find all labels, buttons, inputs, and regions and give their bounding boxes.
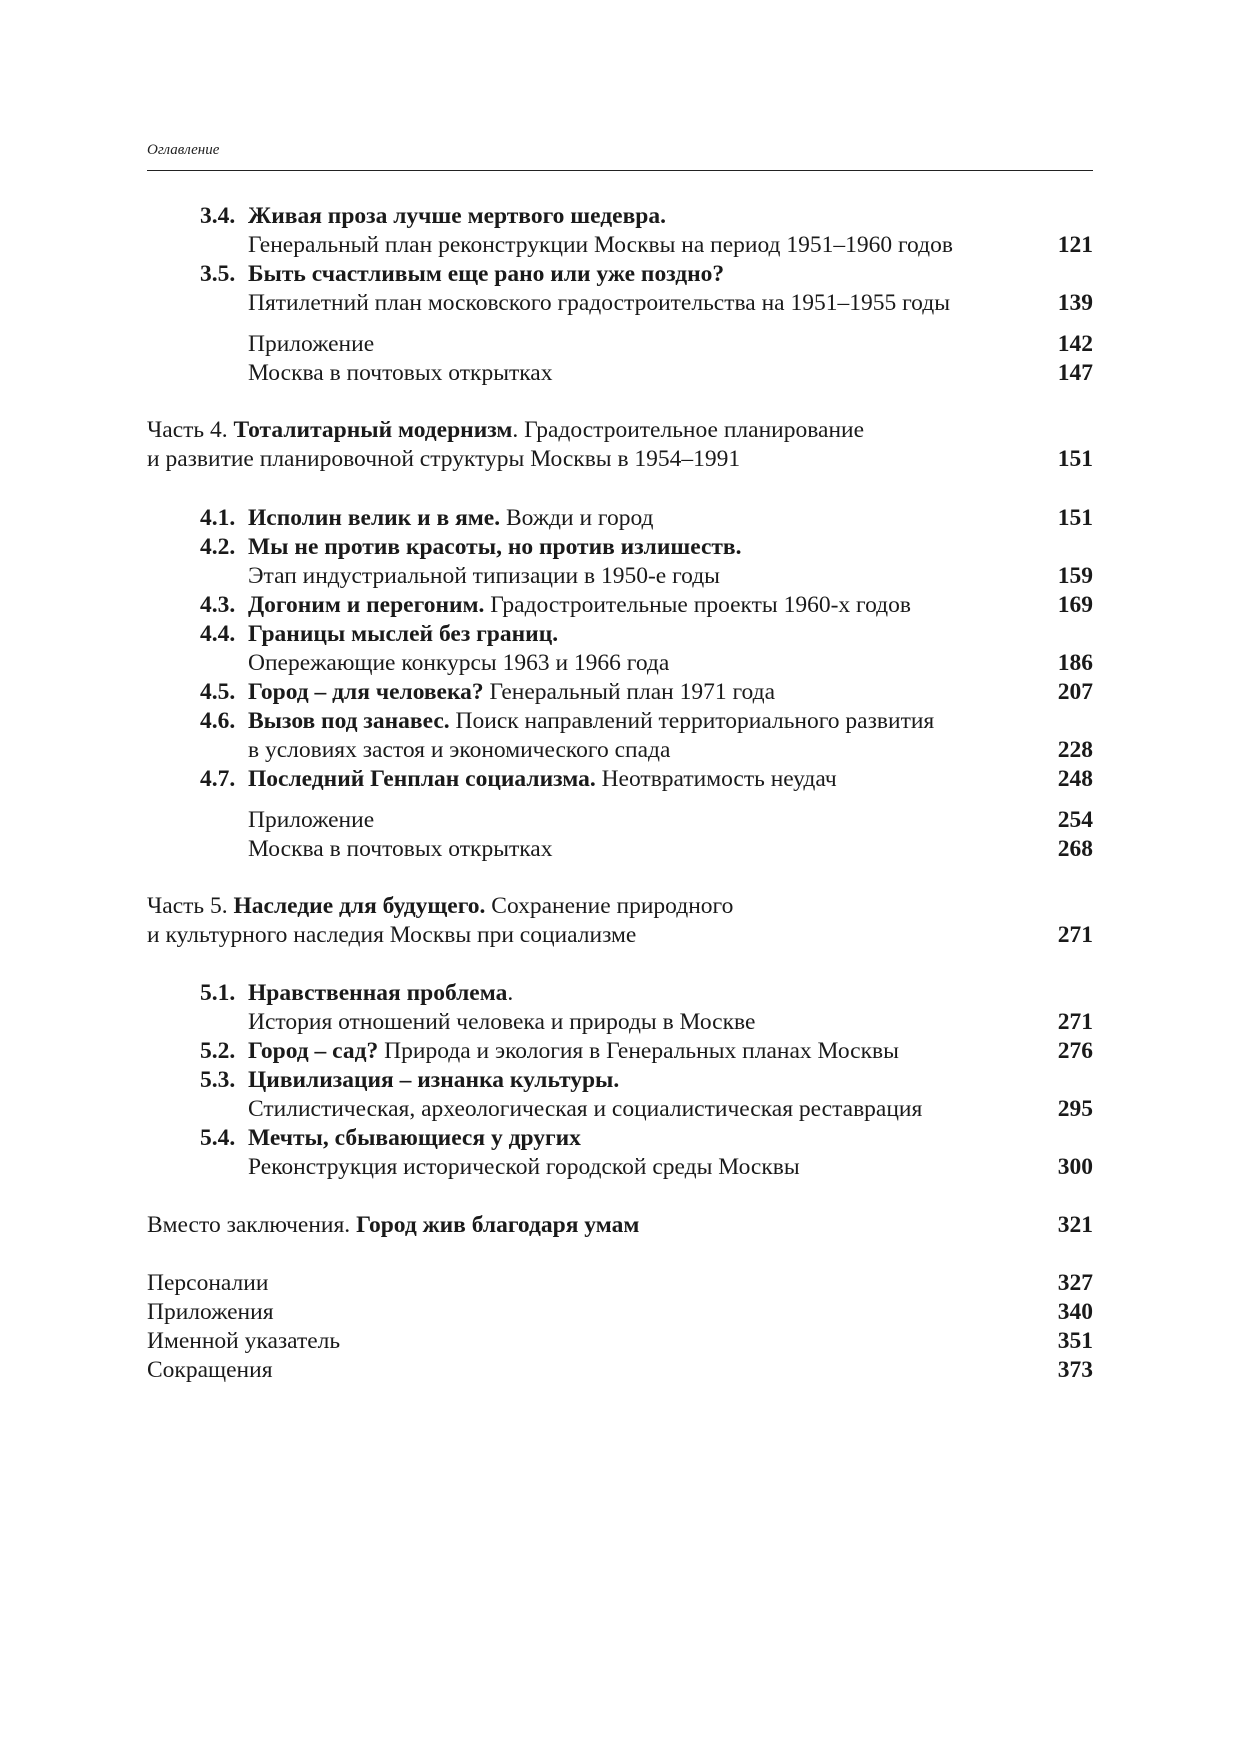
toc-entry-persons: Персоналии bbox=[147, 1270, 269, 1296]
toc-entry-3-5-subtitle: Пятилетний план московского градостроительства на 1951–1955 годы bbox=[248, 290, 950, 316]
section-title-rest: Поиск направлений территориального развития bbox=[449, 708, 935, 734]
conclusion-title: Город жив благодаря умам bbox=[356, 1212, 640, 1238]
toc-entry-5-4-title bbox=[200, 1123, 581, 1153]
section-title-rest: Неотвратимость неудач bbox=[595, 766, 837, 792]
page-number: 340 bbox=[1057, 1299, 1093, 1325]
toc-entry-4-2-subtitle: Этап индустриальной типизации в 1950-е годы bbox=[248, 563, 720, 589]
toc-entry-postcards: Москва в почтовых открытках bbox=[248, 836, 553, 862]
section-title-rest: . bbox=[507, 980, 514, 1006]
section-title: Живая проза лучше мертвого шедевра. bbox=[248, 203, 666, 229]
toc-part-4-title bbox=[147, 415, 864, 445]
part-title-rest: Сохранение природного bbox=[485, 893, 734, 919]
toc-entry-4-7 bbox=[200, 764, 837, 794]
header-rule bbox=[147, 170, 1093, 171]
section-title: Город – сад? bbox=[248, 1038, 379, 1064]
page-number: 295 bbox=[1057, 1096, 1093, 1122]
section-number: 3.5. bbox=[200, 261, 236, 287]
page-number: 271 bbox=[1057, 922, 1093, 948]
toc-entry-3-4-title bbox=[200, 201, 666, 231]
page-number: 248 bbox=[1057, 766, 1093, 792]
page-number: 159 bbox=[1057, 563, 1093, 589]
toc-entry-4-6-subtitle: в условиях застоя и экономического спада bbox=[248, 737, 671, 763]
section-number: 4.2. bbox=[200, 534, 236, 560]
section-title-rest: Природа и экология в Генеральных планах Москвы bbox=[378, 1038, 899, 1064]
section-number: 4.1. bbox=[200, 505, 236, 531]
toc-entry-4-1 bbox=[200, 503, 654, 533]
section-number: 5.3. bbox=[200, 1067, 236, 1093]
section-title: Мечты, сбывающиеся у других bbox=[248, 1125, 581, 1151]
toc-entry-5-1-title bbox=[200, 978, 513, 1008]
toc-entry-abbreviations: Сокращения bbox=[147, 1357, 273, 1383]
section-number: 5.4. bbox=[200, 1125, 236, 1151]
toc-entry-4-4-title bbox=[200, 619, 558, 649]
toc-entry-3-4-subtitle: Генеральный план реконструкции Москвы на период 1951–1960 годов bbox=[248, 232, 953, 258]
page-number: 373 bbox=[1057, 1357, 1093, 1383]
toc-part-5-title bbox=[147, 891, 733, 921]
section-title: Границы мыслей без границ. bbox=[248, 621, 559, 647]
section-number: 4.6. bbox=[200, 708, 236, 734]
toc-entry-appendix: Приложение bbox=[248, 331, 375, 357]
section-number: 5.2. bbox=[200, 1038, 236, 1064]
page-number: 351 bbox=[1057, 1328, 1093, 1354]
page-number: 151 bbox=[1057, 505, 1093, 531]
page-number: 268 bbox=[1057, 836, 1093, 862]
toc-entry-4-6-title bbox=[200, 706, 934, 736]
section-title: Последний Генплан социализма. bbox=[248, 766, 596, 792]
page-number: 228 bbox=[1057, 737, 1093, 763]
section-title: Вызов под занавес. bbox=[248, 708, 450, 734]
page-number: 327 bbox=[1057, 1270, 1093, 1296]
toc-entry-3-5-title bbox=[200, 259, 724, 289]
toc-part-4-line2: и развитие планировочной структуры Москвы в 1954–1991 bbox=[147, 446, 741, 472]
toc-entry-4-3 bbox=[200, 590, 911, 620]
toc-entry-4-4-subtitle: Опережающие конкурсы 1963 и 1966 года bbox=[248, 650, 670, 676]
section-title-rest: Градостроительные проекты 1960-х годов bbox=[484, 592, 911, 618]
toc-entry-name-index: Именной указатель bbox=[147, 1328, 341, 1354]
page-number: 151 bbox=[1057, 446, 1093, 472]
section-title: Мы не против красоты, но против излишеств. bbox=[248, 534, 742, 560]
section-title-rest: Вожди и город bbox=[500, 505, 654, 531]
toc-entry-5-1-subtitle: История отношений человека и природы в Москве bbox=[248, 1009, 756, 1035]
page-number: 121 bbox=[1057, 232, 1093, 258]
toc-entry-4-5 bbox=[200, 677, 775, 707]
page-number: 147 bbox=[1057, 360, 1093, 386]
page-number: 254 bbox=[1057, 807, 1093, 833]
toc-entry-postcards: Москва в почтовых открытках bbox=[248, 360, 553, 386]
section-title: Догоним и перегоним. bbox=[248, 592, 485, 618]
section-number: 4.7. bbox=[200, 766, 236, 792]
page-number: 139 bbox=[1057, 290, 1093, 316]
page-number: 271 bbox=[1057, 1009, 1093, 1035]
page-number: 207 bbox=[1057, 679, 1093, 705]
section-number: 5.1. bbox=[200, 980, 236, 1006]
section-title: Исполин велик и в яме. bbox=[248, 505, 501, 531]
toc-entry-5-3-subtitle: Стилистическая, археологическая и социалистическая реставрация bbox=[248, 1096, 923, 1122]
toc-entry-5-4-subtitle: Реконструкция исторической городской среды Москвы bbox=[248, 1154, 800, 1180]
part-prefix: Часть 5. bbox=[147, 893, 234, 919]
toc-entry-conclusion bbox=[147, 1210, 639, 1240]
part-title: Наследие для будущего. bbox=[233, 893, 486, 919]
toc-part-5-line2: и культурного наследия Москвы при социализме bbox=[147, 922, 637, 948]
running-head: Оглавление bbox=[147, 142, 220, 158]
toc-entry-4-2-title bbox=[200, 532, 742, 562]
section-number: 4.4. bbox=[200, 621, 236, 647]
section-title-rest: Генеральный план 1971 года bbox=[483, 679, 776, 705]
section-title: Нравственная проблема bbox=[248, 980, 508, 1006]
conclusion-prefix: Вместо заключения. bbox=[147, 1212, 357, 1238]
section-title: Цивилизация – изнанка культуры. bbox=[248, 1067, 620, 1093]
page-number: 169 bbox=[1057, 592, 1093, 618]
section-number: 4.3. bbox=[200, 592, 236, 618]
toc-entry-5-2 bbox=[200, 1036, 899, 1066]
page-number: 300 bbox=[1057, 1154, 1093, 1180]
page-number: 276 bbox=[1057, 1038, 1093, 1064]
page-number: 321 bbox=[1057, 1212, 1093, 1238]
section-title: Город – для человека? bbox=[248, 679, 484, 705]
section-number: 3.4. bbox=[200, 203, 236, 229]
toc-entry-appendix: Приложение bbox=[248, 807, 375, 833]
page-number: 186 bbox=[1057, 650, 1093, 676]
section-number: 4.5. bbox=[200, 679, 236, 705]
section-title: Быть счастливым еще рано или уже поздно? bbox=[248, 261, 725, 287]
page-number: 142 bbox=[1057, 331, 1093, 357]
toc-entry-5-3-title bbox=[200, 1065, 619, 1095]
part-prefix: Часть 4. bbox=[147, 417, 234, 443]
toc-entry-appendices: Приложения bbox=[147, 1299, 274, 1325]
part-title: Тоталитарный модернизм bbox=[233, 417, 513, 443]
part-title-rest: . Градостроительное планирование bbox=[512, 417, 865, 443]
